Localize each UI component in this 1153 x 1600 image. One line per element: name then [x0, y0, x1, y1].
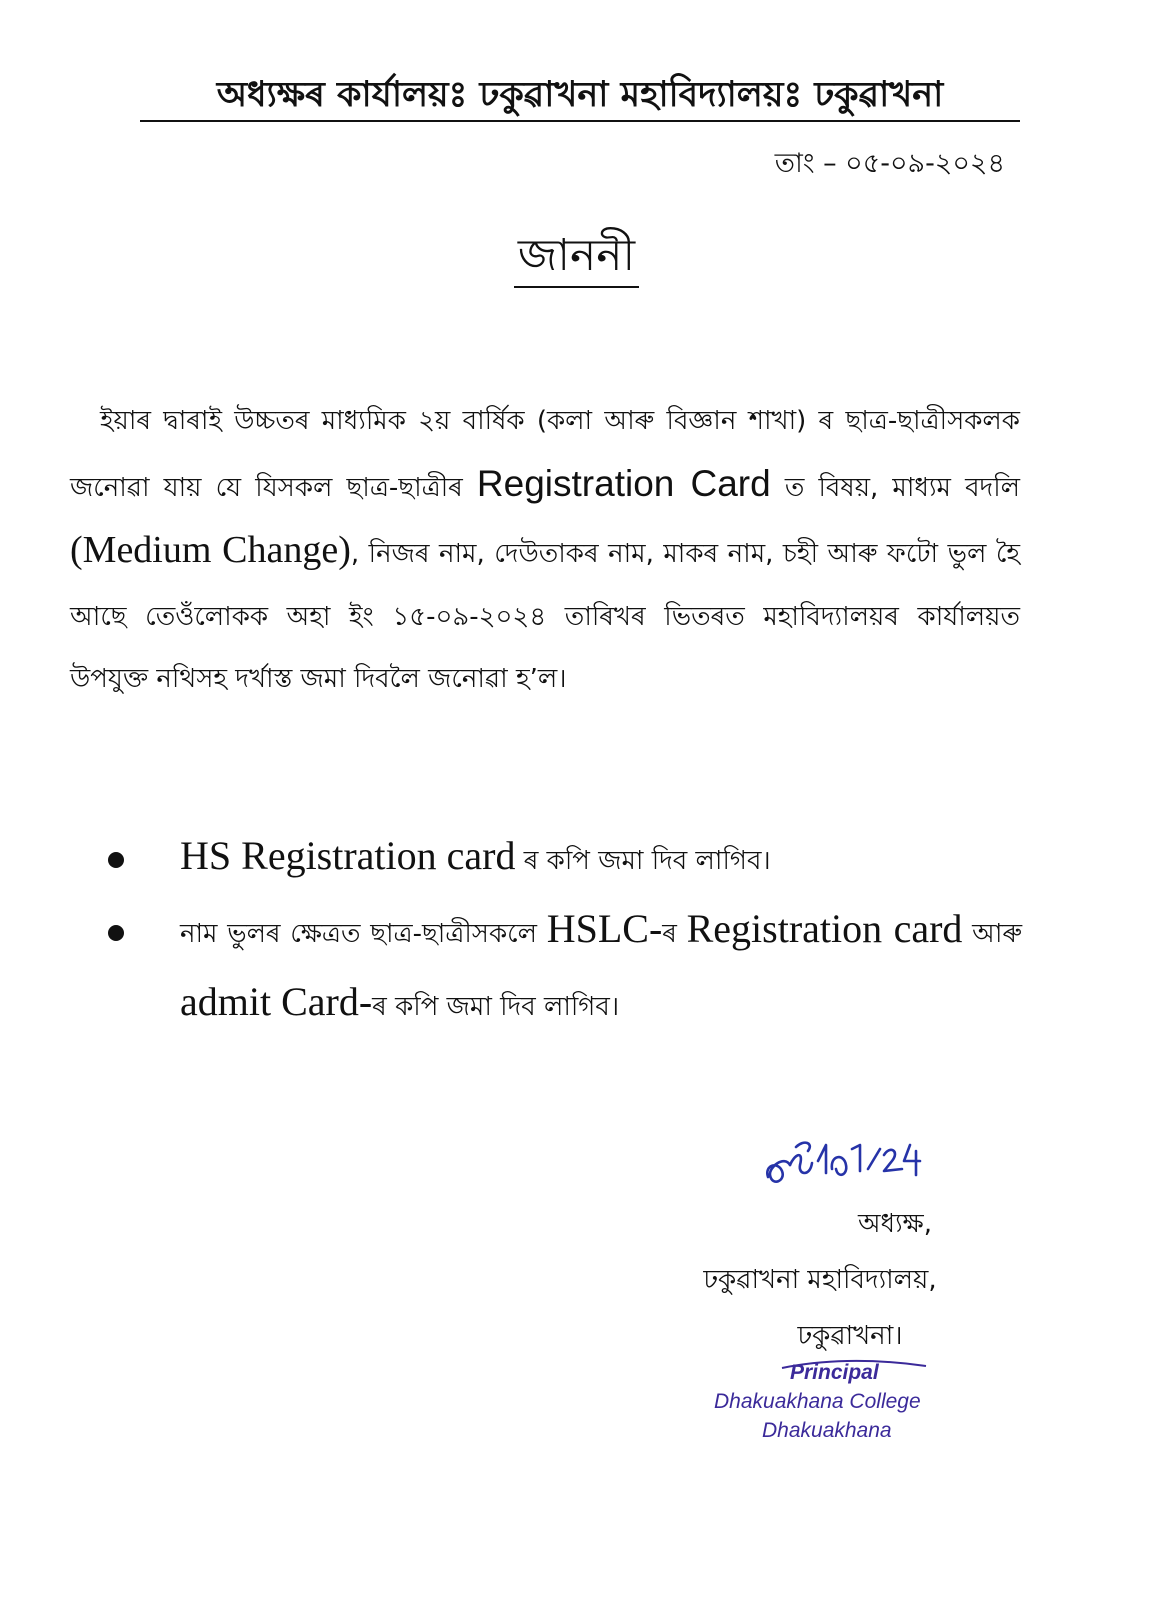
- requirement-item-1: [108, 822, 1022, 895]
- requirement-text-en: Registration card: [686, 906, 963, 951]
- handwritten-signature: [760, 1125, 940, 1195]
- requirement-text-en: HS Registration card: [180, 833, 516, 878]
- notice-date: তাং – ০৫-০৯-২০২৪: [774, 148, 1005, 179]
- requirement-text: ৰ: [662, 919, 687, 949]
- requirements-list: [108, 822, 1022, 1041]
- requirement-text: ৰ কপি জমা দিব লাগিব।: [515, 846, 771, 876]
- requirement-text: নাম ভুলৰ ক্ষেত্ৰত ছাত্ৰ-ছাত্ৰীসকলে: [180, 919, 547, 949]
- stamp-line-college: Dhakuakhana College: [714, 1390, 921, 1413]
- signatory-block: [600, 1196, 1040, 1364]
- signatory-place: ঢকুৱাখনা।: [797, 1321, 903, 1351]
- bullet-icon: [108, 852, 124, 868]
- notice-body-paragraph: [70, 390, 1020, 711]
- notice-title-wrap: [0, 228, 1153, 288]
- requirement-text: আৰু: [962, 919, 1023, 949]
- paragraph-segment: , নিজৰ নাম, দেউতাকৰ নাম, মাকৰ নাম, চহী আৰু ফটো ভুল হৈ আছে তেওঁলোকক অহা ইং ১৫-০৯-২০২৪ তাৰিখৰ ভিতৰত মহাবিদ্যালয়ৰ কাৰ্যালয়ত উপযুক্ত নথিসহ দৰ্খাস্ত জমা দিবলৈ জনোৱা হ’ল।: [70, 539, 1020, 694]
- paragraph-segment-medium-change: (Medium Change): [70, 529, 351, 571]
- signatory-designation: অধ্যক্ষ,: [858, 1209, 932, 1239]
- paragraph-segment: ত বিষয়, মাধ্যম বদলি: [770, 472, 1021, 503]
- stamp-line-place: Dhakuakhana: [762, 1419, 892, 1442]
- requirement-text-en: admit Card-: [180, 979, 373, 1024]
- principal-stamp: [706, 1358, 976, 1445]
- bullet-icon: [108, 925, 124, 941]
- requirement-text: ৰ কপি জমা দিব লাগিব।: [372, 992, 620, 1022]
- signatory-college: ঢকুৱাখনা মহাবিদ্যালয়,: [703, 1265, 937, 1295]
- notice-title: জাননী: [514, 228, 639, 288]
- paragraph-segment: ইয়াৰ দ্বাৰাই উচ্চতৰ মাধ্যমিক ২য় বাৰ্ষিক (কলা আৰু বিজ্ঞান শাখা) ৰ ছাত্ৰ-ছাত্ৰীসকলক জনোৱা যায় যে যিসকল ছাত্ৰ-ছাত্ৰীৰ: [70, 406, 1020, 503]
- requirement-item-2: [108, 895, 1022, 1041]
- paragraph-segment-registration-card: Registration Card: [476, 462, 771, 504]
- stamp-line-principal: Principal: [790, 1361, 879, 1384]
- office-header: অধ্যক্ষৰ কাৰ্যালয়ঃ ঢকুৱাখনা মহাবিদ্যালয়ঃ ঢকুৱাখনা: [140, 72, 1020, 122]
- requirement-text-en: HSLC-: [546, 906, 663, 951]
